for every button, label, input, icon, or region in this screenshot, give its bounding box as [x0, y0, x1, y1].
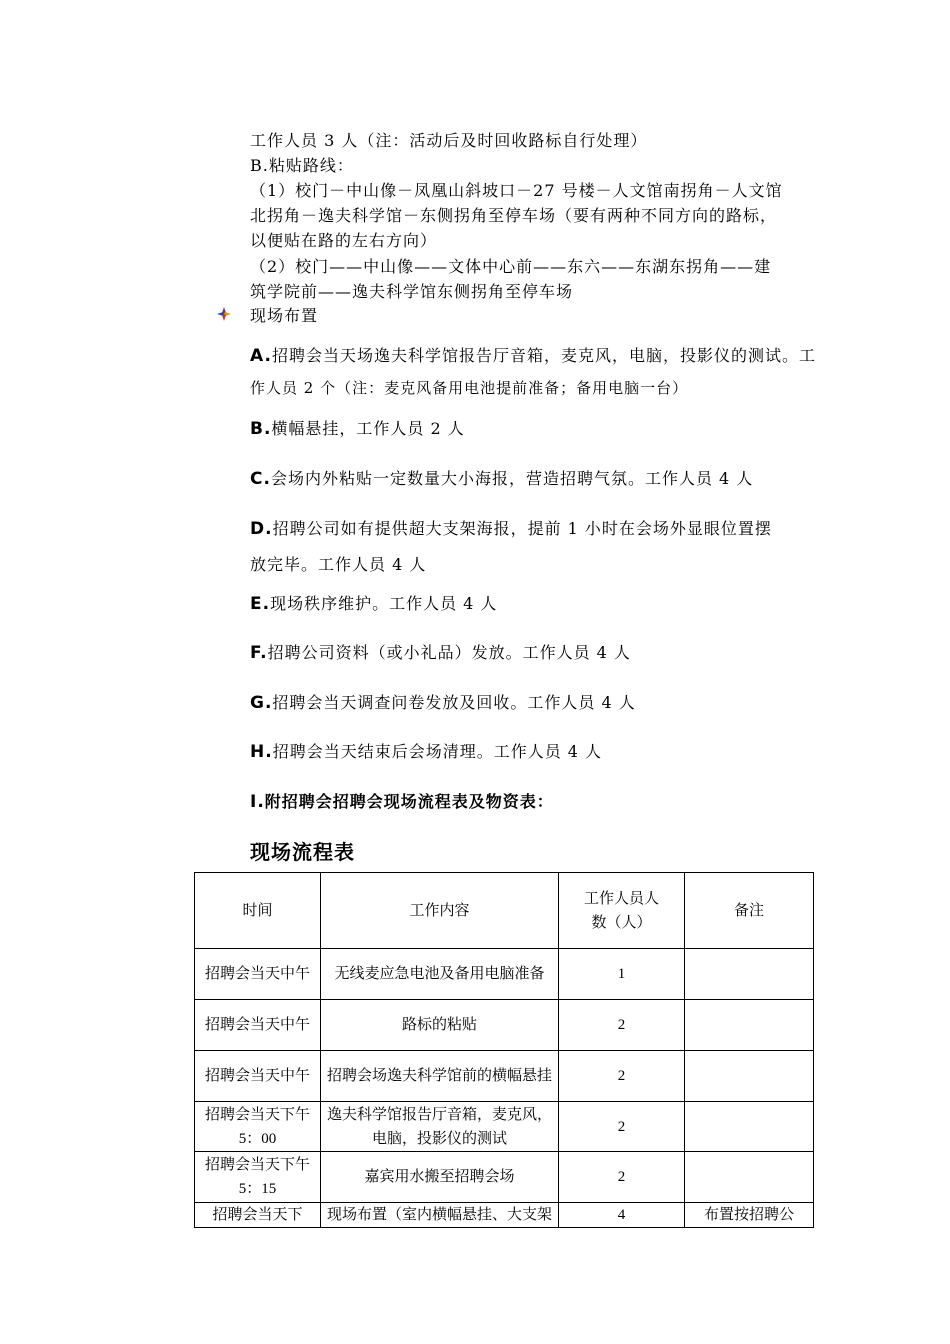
list-item-d: D.招聘公司如有提供超大支架海报，提前 1 小时在会场外显眼位置摆	[250, 519, 772, 539]
text-line: B.粘贴路线：	[250, 156, 354, 175]
table-cell: 路标的粘贴	[321, 1000, 559, 1051]
list-item-e: E.现场秩序维护。工作人员 4 人	[250, 594, 498, 614]
list-item-d-cont: 放完毕。工作人员 4 人	[250, 555, 427, 574]
table-cell: 2	[559, 1000, 685, 1051]
table-cell	[685, 1000, 814, 1051]
list-item-f: F.招聘公司资料（或小礼品）发放。工作人员 4 人	[250, 643, 631, 663]
table-cell: 4	[559, 1203, 685, 1228]
table-cell: 2	[559, 1051, 685, 1102]
table-cell: 招聘会场逸夫科学馆前的横幅悬挂	[321, 1051, 559, 1102]
table-cell: 逸夫科学馆报告厅音箱，麦克风，电脑，投影仪的测试	[321, 1102, 559, 1152]
table-row	[195, 1152, 814, 1203]
list-item-g: G.招聘会当天调查问卷发放及回收。工作人员 4 人	[250, 693, 636, 713]
table-cell: 2	[559, 1102, 685, 1152]
list-item-a-cont: 作人员 2 个（注：麦克风备用电池提前准备；备用电脑一台）	[250, 379, 689, 397]
table-cell: 招聘会当天中午	[195, 1051, 321, 1102]
table-header-cell: 备注	[685, 873, 814, 949]
schedule-table	[194, 872, 814, 1228]
table-row	[195, 1102, 814, 1152]
table-cell: 招聘会当天中午	[195, 949, 321, 1000]
text-line: 筑学院前——逸夫科学馆东侧拐角至停车场	[250, 282, 574, 301]
text-line: 北拐角－逸夫科学馆－东侧拐角至停车场（要有两种不同方向的路标，	[250, 206, 778, 225]
table-cell: 招聘会当天下午 5：15	[195, 1152, 321, 1203]
list-item-b: B.横幅悬挂，工作人员 2 人	[250, 419, 465, 439]
list-item-i: I.附招聘会招聘会现场流程表及物资表：	[250, 792, 554, 812]
table-cell: 招聘会当天下午 5：00	[195, 1102, 321, 1152]
text-line: （1）校门－中山像－凤凰山斜坡口－27 号楼－人文馆南拐角－人文馆	[250, 181, 783, 200]
table-cell	[685, 1152, 814, 1203]
list-item-a: A.招聘会当天场逸夫科学馆报告厅音箱，麦克风，电脑，投影仪的测试。工	[250, 346, 816, 366]
table-header-cell: 工作人员人数（人）	[559, 873, 685, 949]
text-line: （2）校门——中山像——文体中心前——东六——东湖东拐角——建	[250, 257, 772, 276]
table-cell: 1	[559, 949, 685, 1000]
table-row	[195, 949, 814, 1000]
table-row	[195, 1000, 814, 1051]
table-cell: 无线麦应急电池及备用电脑准备	[321, 949, 559, 1000]
list-item-h: H.招聘会当天结束后会场清理。工作人员 4 人	[250, 742, 603, 762]
table-cell	[685, 949, 814, 1000]
table-row	[195, 1051, 814, 1102]
table-cell: 招聘会当天下	[195, 1203, 321, 1228]
table-title: 现场流程表	[250, 840, 355, 864]
table-cell: 2	[559, 1152, 685, 1203]
table-cell: 招聘会当天中午	[195, 1000, 321, 1051]
table-header-row	[195, 873, 814, 949]
section-heading: 现场布置	[250, 306, 319, 325]
list-item-c: C.会场内外粘贴一定数量大小海报，营造招聘气氛。工作人员 4 人	[250, 469, 754, 489]
table-cell: 布置按招聘公	[685, 1203, 814, 1228]
table-cell	[685, 1051, 814, 1102]
table-header-cell: 工作内容	[321, 873, 559, 949]
table-header-cell: 时间	[195, 873, 321, 949]
table-cell: 现场布置（室内横幅悬挂、大支架	[321, 1203, 559, 1228]
text-line: 工作人员 3 人（注：活动后及时回收路标自行处理）	[250, 131, 648, 150]
table-row	[195, 1203, 814, 1228]
text-line: 以便贴在路的左右方向）	[250, 231, 438, 250]
table-cell: 嘉宾用水搬至招聘会场	[321, 1152, 559, 1203]
bullet-icon	[216, 306, 232, 322]
table-cell	[685, 1102, 814, 1152]
